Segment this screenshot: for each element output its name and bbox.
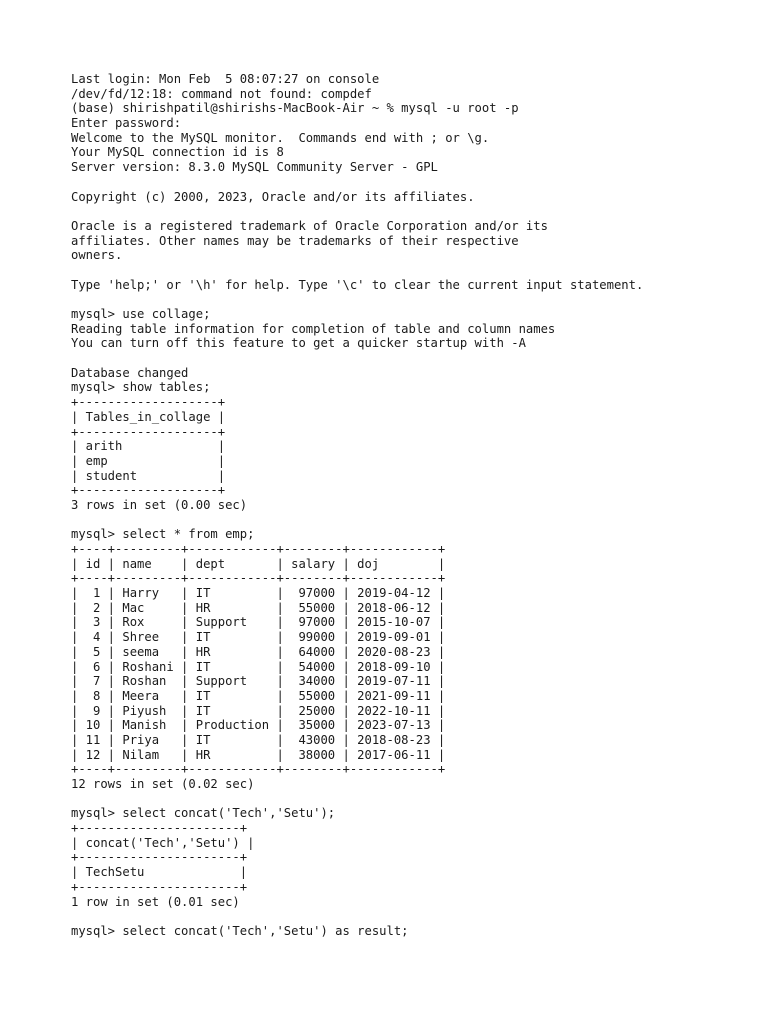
- terminal-line: [71, 513, 761, 528]
- terminal-line: 3 rows in set (0.00 sec): [71, 497, 248, 512]
- terminal-line: | concat('Tech','Setu') |: [71, 835, 255, 850]
- terminal-line: +-------------------+: [71, 424, 226, 439]
- terminal-line: (base) shirishpatil@shirishs-MacBook-Air ~ % mysql -u root -p: [71, 101, 519, 116]
- terminal-line: | 3 | Rox | Support | 97000 | 2015-10-07 |: [71, 615, 446, 630]
- terminal-line: | 4 | Shree | IT | 99000 | 2019-09-01 |: [71, 630, 446, 645]
- terminal-line: +----------------------+: [71, 850, 248, 865]
- terminal-line: [71, 175, 761, 190]
- terminal-line: | arith |: [71, 439, 226, 454]
- terminal-output: [71, 72, 761, 939]
- terminal-line: [71, 351, 761, 366]
- terminal-line: | TechSetu |: [71, 865, 248, 880]
- terminal-line: [71, 909, 761, 924]
- terminal-line: Welcome to the MySQL monitor. Commands end with ; or \g.: [71, 130, 490, 145]
- terminal-line: mysql> show tables;: [71, 380, 211, 395]
- terminal-line: | 10 | Manish | Production | 35000 | 2023-07-13 |: [71, 718, 446, 733]
- terminal-line: | emp |: [71, 453, 226, 468]
- terminal-line: Oracle is a registered trademark of Oracle Corporation and/or its: [71, 218, 548, 233]
- terminal-line: mysql> select concat('Tech','Setu') as result;: [71, 923, 409, 938]
- terminal-line: Type 'help;' or '\h' for help. Type '\c' to clear the current input statement.: [71, 277, 644, 292]
- terminal-line: +----------------------+: [71, 879, 248, 894]
- terminal-line: [71, 263, 761, 278]
- terminal-line: | 11 | Priya | IT | 43000 | 2018-08-23 |: [71, 732, 446, 747]
- terminal-line: affiliates. Other names may be trademarks of their respective: [71, 233, 519, 248]
- terminal-line: | id | name | dept | salary | doj |: [71, 556, 446, 571]
- terminal-line: Reading table information for completion of table and column names: [71, 321, 556, 336]
- terminal-line: +----+---------+------------+--------+------------+: [71, 571, 446, 586]
- terminal-line: Enter password:: [71, 116, 182, 131]
- terminal-line: /dev/fd/12:18: command not found: compdef: [71, 86, 372, 101]
- terminal-line: | 12 | Nilam | HR | 38000 | 2017-06-11 |: [71, 747, 446, 762]
- terminal-line: mysql> use collage;: [71, 307, 211, 321]
- terminal-line: 1 row in set (0.01 sec): [71, 894, 240, 909]
- terminal-line: mysql> select * from emp;: [71, 527, 255, 542]
- terminal-line: 12 rows in set (0.02 sec): [71, 777, 255, 791]
- terminal-line: +----------------------+: [71, 821, 248, 836]
- terminal-line: Server version: 8.3.0 MySQL Community Server - GPL: [71, 160, 438, 175]
- terminal-line: | 5 | seema | HR | 64000 | 2020-08-23 |: [71, 644, 446, 659]
- terminal-line: Copyright (c) 2000, 2023, Oracle and/or its affiliates.: [71, 189, 475, 204]
- terminal-line: owners.: [71, 248, 123, 263]
- terminal-line: [71, 792, 761, 807]
- terminal-line: +----+---------+------------+--------+------------+: [71, 542, 446, 556]
- terminal-line: | 2 | Mac | HR | 55000 | 2018-06-12 |: [71, 600, 446, 615]
- terminal-line: +----+---------+------------+--------+------------+: [71, 762, 446, 777]
- terminal-line: [71, 204, 761, 219]
- terminal-line: | 6 | Roshani | IT | 54000 | 2018-09-10 |: [71, 659, 446, 674]
- terminal-line: mysql> select concat('Tech','Setu');: [71, 806, 336, 821]
- terminal-line: | Tables_in_collage |: [71, 409, 226, 424]
- terminal-line: Your MySQL connection id is 8: [71, 145, 284, 160]
- terminal-line: | 1 | Harry | IT | 97000 | 2019-04-12 |: [71, 586, 446, 601]
- terminal-line: Database changed: [71, 365, 189, 380]
- terminal-line: | 7 | Roshan | Support | 34000 | 2019-07-11 |: [71, 674, 446, 689]
- terminal-line: | 8 | Meera | IT | 55000 | 2021-09-11 |: [71, 688, 446, 703]
- terminal-line: +-------------------+: [71, 483, 226, 498]
- terminal-line: [71, 292, 761, 307]
- terminal-line: +-------------------+: [71, 395, 226, 410]
- terminal-line: | student |: [71, 468, 226, 483]
- terminal-line: You can turn off this feature to get a quicker startup with -A: [71, 336, 526, 351]
- terminal-line: Last login: Mon Feb 5 08:07:27 on console: [71, 72, 380, 86]
- terminal-line: | 9 | Piyush | IT | 25000 | 2022-10-11 |: [71, 703, 446, 718]
